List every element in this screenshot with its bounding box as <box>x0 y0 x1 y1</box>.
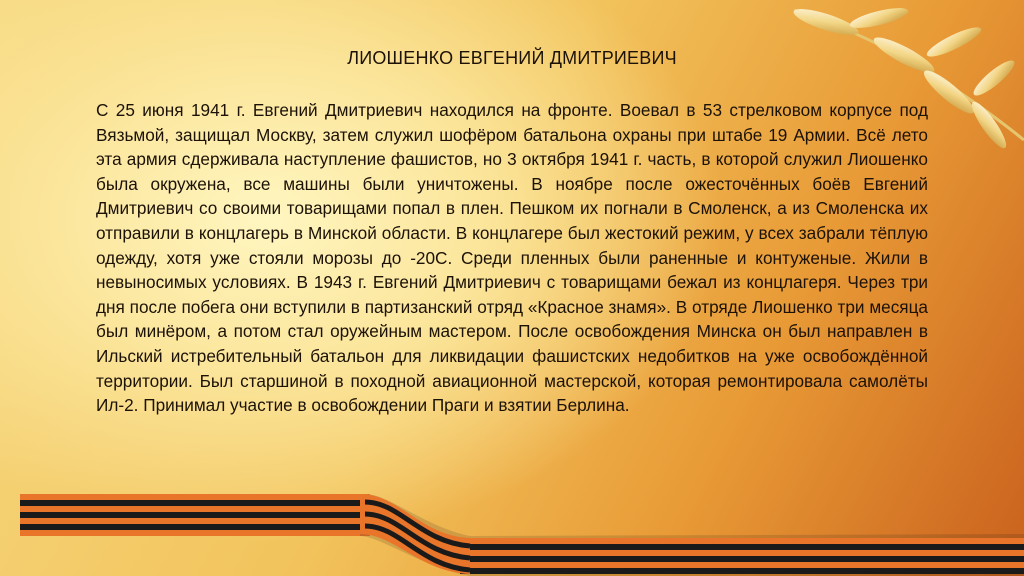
slide-title: ЛИОШЕНКО ЕВГЕНИЙ ДМИТРИЕВИЧ <box>347 48 677 68</box>
st-george-ribbon-icon <box>0 476 1024 576</box>
biography-text: С 25 июня 1941 г. Евгений Дмитриевич находился на фронте. Воевал в 53 стрелковом корпусе под Вязьмой, защищал Москву, затем служил шофёром батальона охраны при штабе 19 Армии. Всё лето эта армия сдерживала наступление фашистов, но 3 октября 1941 г. часть, в которой служил Лиошенко была окружена, все машины были уничтожены. В ноябре после ожесточённых боёв Евгений Дмитриевич со своими товарищами попал в плен. Пешком их погнали в Смоленск, а из Смоленска их отправили в концлагерь в Минской области. В концлагере был жестокий режим, у всех забрали тёплую одежду, хотя уже стояли морозы до -20С. Среди пленных были раненные и контуженые. Жили в невыносимых условиях. В 1943 г. Евгений Дмитриевич с товарищами бежал из концлагеря. Через три дня после побега они вступили в партизанский отряд «Красное знамя». В отряде Лиошенко три месяца был минёром, а потом стал оружейным мастером. После освобождения Минска он был направлен в Ильский истребительный батальон для ликвидации фашистских недобитков на уже освобождённой территории. Был старшиной в походной авиационной мастерской, которая ремонтировала самолёты Ил-2. Принимал участие в освобождении Праги и взятии Берлина. <box>96 100 928 416</box>
